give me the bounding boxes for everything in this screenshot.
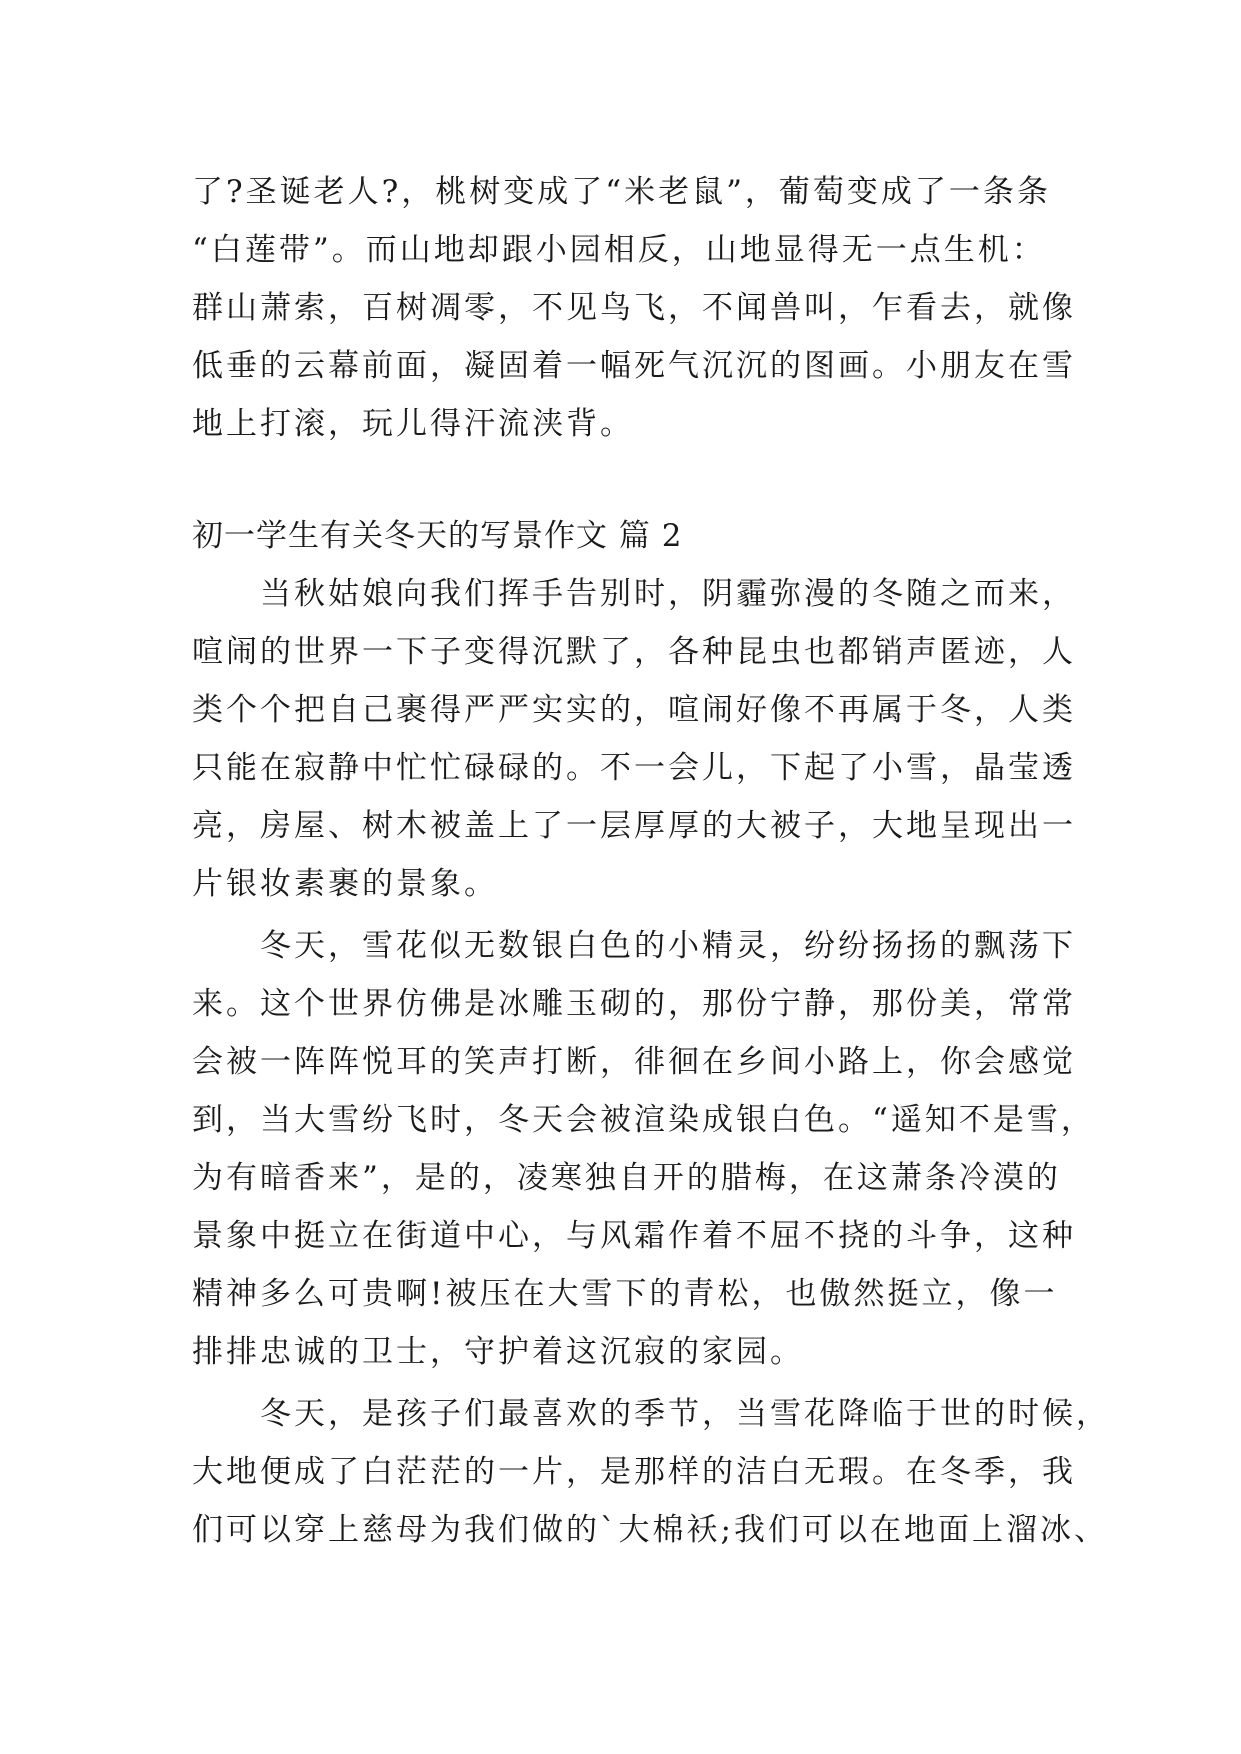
paragraph-2 xyxy=(192,917,1095,1381)
intro-paragraph xyxy=(192,163,1076,453)
text-line: 为有暗香来”，是的，凌寒独自开的腊梅，在这萧条冷漠的 xyxy=(192,1160,1061,1196)
text-line: 冬天，是孩子们最喜欢的季节，当雪花降临于世的时候， xyxy=(260,1396,1110,1432)
section-title: 初一学生有关冬天的写景作文 篇 2 xyxy=(192,518,683,554)
text-line: 地上打滚，玩儿得汗流浃背。 xyxy=(192,406,634,442)
text-line: 低垂的云幕前面，凝固着一幅死气沉沉的图画。小朋友在雪 xyxy=(192,348,1076,384)
text-line: 排排忠诚的卫士，守护着这沉寂的家园。 xyxy=(192,1334,804,1370)
text-line: 到，当大雪纷飞时，冬天会被渲染成银白色。“遥知不是雪， xyxy=(192,1102,1095,1138)
text-line: 喧闹的世界一下子变得沉默了，各种昆虫也都销声匿迹，人 xyxy=(192,634,1076,670)
text-line: 亮，房屋、树木被盖上了一层厚厚的大被子，大地呈现出一 xyxy=(192,808,1076,844)
text-line: 当秋姑娘向我们挥手告别时，阴霾弥漫的冬随之而来， xyxy=(260,576,1076,612)
text-line: 精神多么可贵啊!被压在大雪下的青松，也傲然挺立，像一 xyxy=(192,1276,1058,1312)
text-line: 会被一阵阵悦耳的笑声打断，徘徊在乡间小路上，你会感觉 xyxy=(192,1044,1076,1080)
text-line: 群山萧索，百树凋零，不见鸟飞，不闻兽叫，乍看去，就像 xyxy=(192,290,1076,326)
document-body xyxy=(192,163,1110,1559)
paragraph-3 xyxy=(192,1385,1110,1559)
text-line: 冬天，雪花似无数银白色的小精灵，纷纷扬扬的飘荡下 xyxy=(260,928,1076,964)
text-line: 来。这个世界仿佛是冰雕玉砌的，那份宁静，那份美，常常 xyxy=(192,986,1076,1022)
text-line: 了?圣诞老人?，桃树变成了“米老鼠”，葡萄变成了一条条 xyxy=(192,174,1051,210)
text-line: 只能在寂静中忙忙碌碌的。不一会儿，下起了小雪，晶莹透 xyxy=(192,750,1076,786)
text-line: 大地便成了白茫茫的一片，是那样的洁白无瑕。在冬季，我 xyxy=(192,1454,1076,1490)
text-line: 们可以穿上慈母为我们做的`大棉袄;我们可以在地面上溜冰、 xyxy=(192,1512,1108,1548)
text-line: 片银妆素裹的景象。 xyxy=(192,866,498,902)
paragraph-1 xyxy=(192,565,1076,913)
text-line: 景象中挺立在街道中心，与风霜作着不屈不挠的斗争，这种 xyxy=(192,1218,1076,1254)
text-line: 类个个把自己裹得严严实实的，喧闹好像不再属于冬，人类 xyxy=(192,692,1076,728)
text-line: “白莲带”。而山地却跟小园相反，山地显得无一点生机： xyxy=(192,232,1046,268)
